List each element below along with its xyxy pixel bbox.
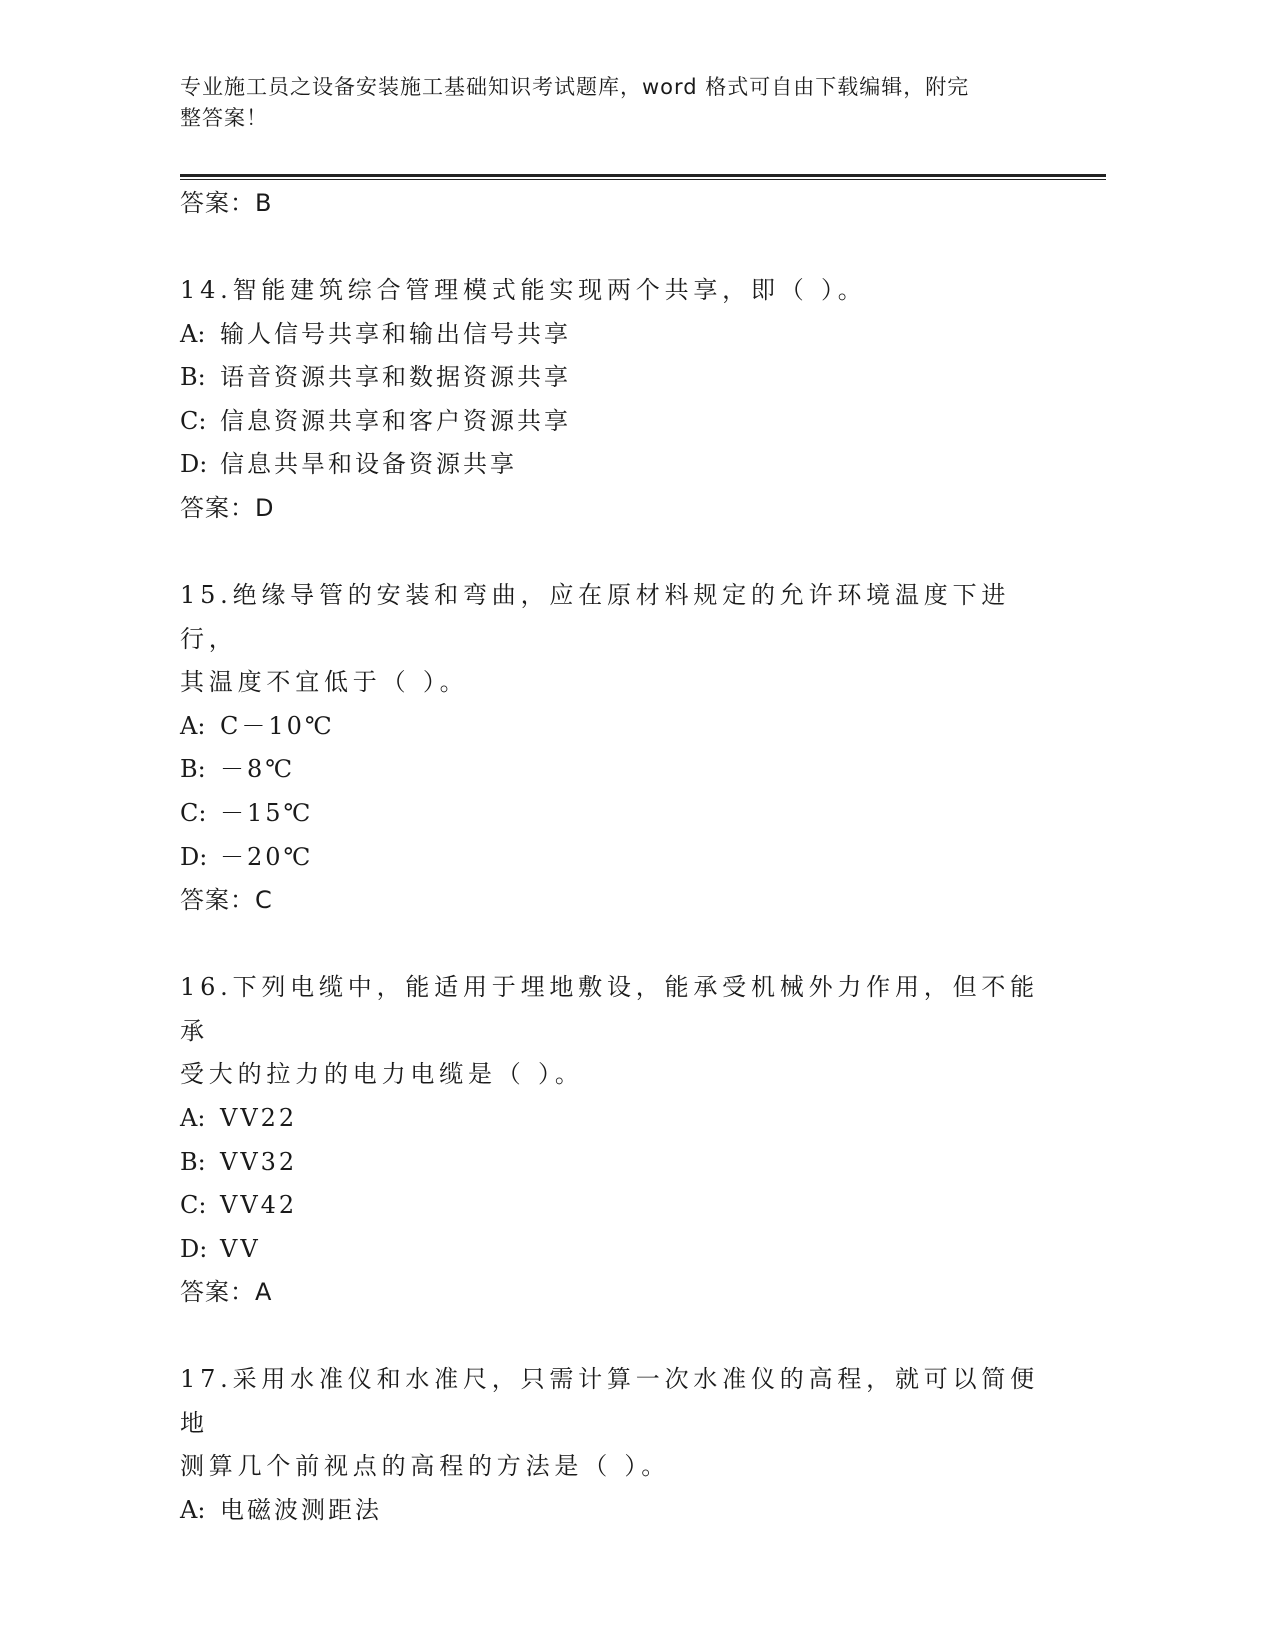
answer-line: 答案：A — [180, 1278, 273, 1307]
option-letter: C: — [180, 1191, 207, 1220]
header-divider-thin — [180, 179, 1106, 180]
option-text: 电磁波测距法 — [220, 1496, 382, 1525]
question-stem-line: 测算几个前视点的高程的方法是（ ）。 — [180, 1452, 671, 1481]
option-letter: D: — [180, 842, 208, 871]
option-letter: A: — [180, 319, 206, 348]
question-stem-line: 其温度不宜低于（ ）。 — [180, 668, 469, 697]
option-a — [180, 313, 1060, 357]
header-line-2: 整答案！ — [180, 106, 268, 130]
option-a — [180, 1097, 1060, 1141]
header-line-1: 专业施工员之设备安装施工基础知识考试题库，word 格式可自由下载编辑，附完 — [180, 75, 970, 99]
option-text: VV — [220, 1234, 261, 1263]
option-text: 信息共旱和设备资源共享 — [220, 450, 517, 479]
question-stem — [180, 269, 1060, 313]
option-letter: A: — [180, 711, 206, 740]
option-text: C－10℃ — [220, 711, 335, 740]
question-stem-line: 受大的拉力的电力电缆是（ ）。 — [180, 1060, 584, 1089]
option-a — [180, 1489, 1060, 1533]
option-letter: D: — [180, 1234, 208, 1263]
question-stem-line: 15.绝缘导管的安装和弯曲，应在原材料规定的允许环境温度下进行， — [180, 580, 1011, 653]
document-header — [180, 72, 1060, 134]
option-d — [180, 836, 1060, 880]
option-letter: B: — [180, 1147, 206, 1176]
option-letter: A: — [180, 1496, 206, 1525]
option-text: VV22 — [220, 1103, 298, 1132]
question-stem-line: 14.智能建筑综合管理模式能实现两个共享，即（ ）。 — [180, 276, 867, 304]
header-divider-thick — [180, 174, 1106, 177]
question-stem — [180, 1358, 1060, 1489]
question-16 — [180, 966, 1060, 1314]
option-letter: B: — [180, 755, 206, 784]
answer-line: 答案：C — [180, 886, 273, 915]
option-letter: C: — [180, 798, 207, 827]
option-text: －8℃ — [220, 755, 296, 784]
option-b — [180, 748, 1060, 792]
question-stem-line: 16.下列电缆中，能适用于埋地敷设，能承受机械外力作用，但不能承 — [180, 973, 1039, 1045]
option-d — [180, 443, 1060, 487]
option-text: 输人信号共享和输出信号共享 — [220, 319, 571, 348]
option-letter: B: — [180, 363, 206, 392]
option-a — [180, 705, 1060, 749]
option-d — [180, 1228, 1060, 1272]
question-stem — [180, 574, 1060, 705]
option-c — [180, 792, 1060, 836]
question-stem — [180, 966, 1060, 1097]
option-text: 语音资源共享和数据资源共享 — [220, 363, 571, 392]
option-b — [180, 356, 1060, 400]
option-text: －15℃ — [220, 798, 314, 827]
question-15 — [180, 574, 1060, 922]
question-stem-line: 17.采用水准仪和水准尺，只需计算一次水准仪的高程，就可以简便地 — [180, 1365, 1039, 1437]
question-list — [180, 182, 1060, 1533]
answer-line: 答案：B — [180, 189, 273, 217]
option-letter: D: — [180, 450, 208, 479]
option-c — [180, 1184, 1060, 1228]
option-letter: C: — [180, 406, 207, 435]
question-17 — [180, 1358, 1060, 1532]
question-14 — [180, 269, 1060, 530]
option-text: 信息资源共享和客户资源共享 — [220, 406, 571, 435]
answer-line: 答案：D — [180, 493, 275, 522]
option-c — [180, 400, 1060, 444]
option-letter: A: — [180, 1103, 206, 1132]
option-text: VV32 — [220, 1147, 298, 1176]
option-text: VV42 — [220, 1191, 298, 1220]
option-b — [180, 1141, 1060, 1185]
option-text: －20℃ — [220, 842, 314, 871]
